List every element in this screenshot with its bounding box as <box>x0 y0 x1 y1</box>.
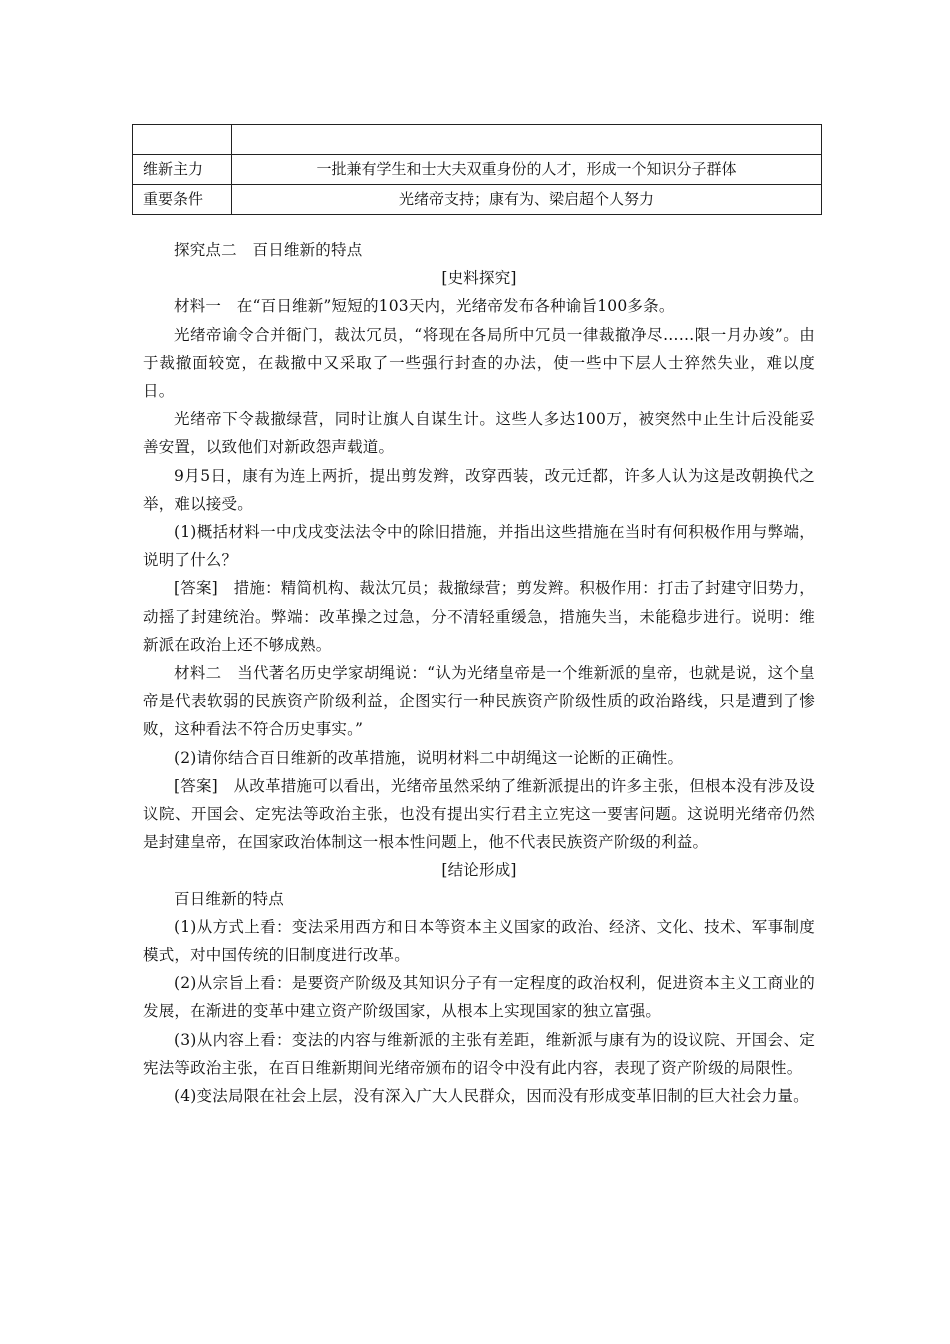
paragraph: 材料一 在“百日维新”短短的103天内，光绪帝发布各种谕旨100多条。 <box>174 297 675 316</box>
table-row <box>133 185 822 215</box>
paragraph: (4)变法局限在社会上层，没有深入广大人民群众，因而没有形成变革旧制的巨大社会力量。 <box>174 1087 809 1106</box>
question: (1)概括材料一中戊戌变法法令中的除旧措施，并指出这些措施在当时有何积极作用与弊端，说明了什么？ <box>143 523 815 570</box>
answer: [答案] 从改革措施可以看出，光绪帝虽然采纳了维新派提出的许多主张，但根本没有涉及设议院、开国会、定宪法等政治主张，也没有提出实行君主立宪这一要害问题。这说明光绪帝仍然是封建皇帝，在国家政治体制这一根本性问题上，他不代表民族资产阶级的利益。 <box>143 776 815 852</box>
heading-source-exploration: [史料探究] <box>441 269 517 288</box>
paragraph: (3)从内容上看：变法的内容与维新派的主张有差距，维新派与康有为的设议院、开国会、定宪法等政治主张，在百日维新期间光绪帝颁布的诏令中没有此内容，表现了资产阶级的局限性。 <box>143 1030 815 1077</box>
body-text <box>143 236 815 1110</box>
table-cell-value: 光绪帝支持；康有为、梁启超个人努力 <box>232 185 822 215</box>
table-row <box>133 155 822 185</box>
paragraph: 9月5日，康有为连上两折，提出剪发辫，改穿西装，改元迁都，许多人认为这是改朝换代之举，难以接受。 <box>143 466 815 513</box>
answer: [答案] 措施：精简机构、裁汰冗员；裁撤绿营；剪发辫。积极作用：打击了封建守旧势力，动摇了封建统治。弊端：改革操之过急，分不清轻重缓急，措施失当，未能稳步进行。说明：维新派在政治上还不够成熟。 <box>143 579 815 654</box>
section-title: 探究点二 百日维新的特点 <box>174 241 363 259</box>
heading-conclusion: [结论形成] <box>441 861 517 880</box>
paragraph: (1)从方式上看：变法采用西方和日本等资本主义国家的政治、经济、文化、技术、军事制度模式，对中国传统的旧制度进行改革。 <box>143 917 815 965</box>
paragraph: 光绪帝谕令合并衙门，裁汰冗员，“将现在各局所中冗员一律裁撤净尽……限一月办竣”。由于裁撤面较宽，在裁撤中又采取了一些强行封查的办法，使一些中下层人士猝然失业，难以度日。 <box>143 325 815 401</box>
question: (2)请你结合百日维新的改革措施，说明材料二中胡绳这一论断的正确性。 <box>174 748 684 767</box>
paragraph: 光绪帝下令裁撤绿营，同时让旗人自谋生计。这些人多达100万，被突然中止生计后没能妥善安置，以致他们对新政怨声载道。 <box>143 410 815 457</box>
table-cell-value <box>232 125 822 155</box>
table-cell-label: 维新主力 <box>133 155 232 185</box>
paragraph: 百日维新的特点 <box>174 889 284 908</box>
paragraph: (2)从宗旨上看：是要资产阶级及其知识分子有一定程度的政治权利，促进资本主义工商业的发展，在渐进的变革中建立资产阶级国家，从根本上实现国家的独立富强。 <box>143 974 815 1021</box>
paragraph: 材料二 当代著名历史学家胡绳说：“认为光绪皇帝是一个维新派的皇帝，也就是说，这个皇帝是代表软弱的民族资产阶级利益，企图实行一种民族资产阶级性质的政治路线，只是遭到了惨败，这种看法不符合历史事实。” <box>143 664 815 739</box>
table-cell-value: 一批兼有学生和士大夫双重身份的人才，形成一个知识分子群体 <box>232 155 822 185</box>
table-cell-label: 重要条件 <box>133 185 232 215</box>
table-cell-label <box>133 125 232 155</box>
reform-summary-table <box>132 124 822 215</box>
table-row <box>133 125 822 155</box>
